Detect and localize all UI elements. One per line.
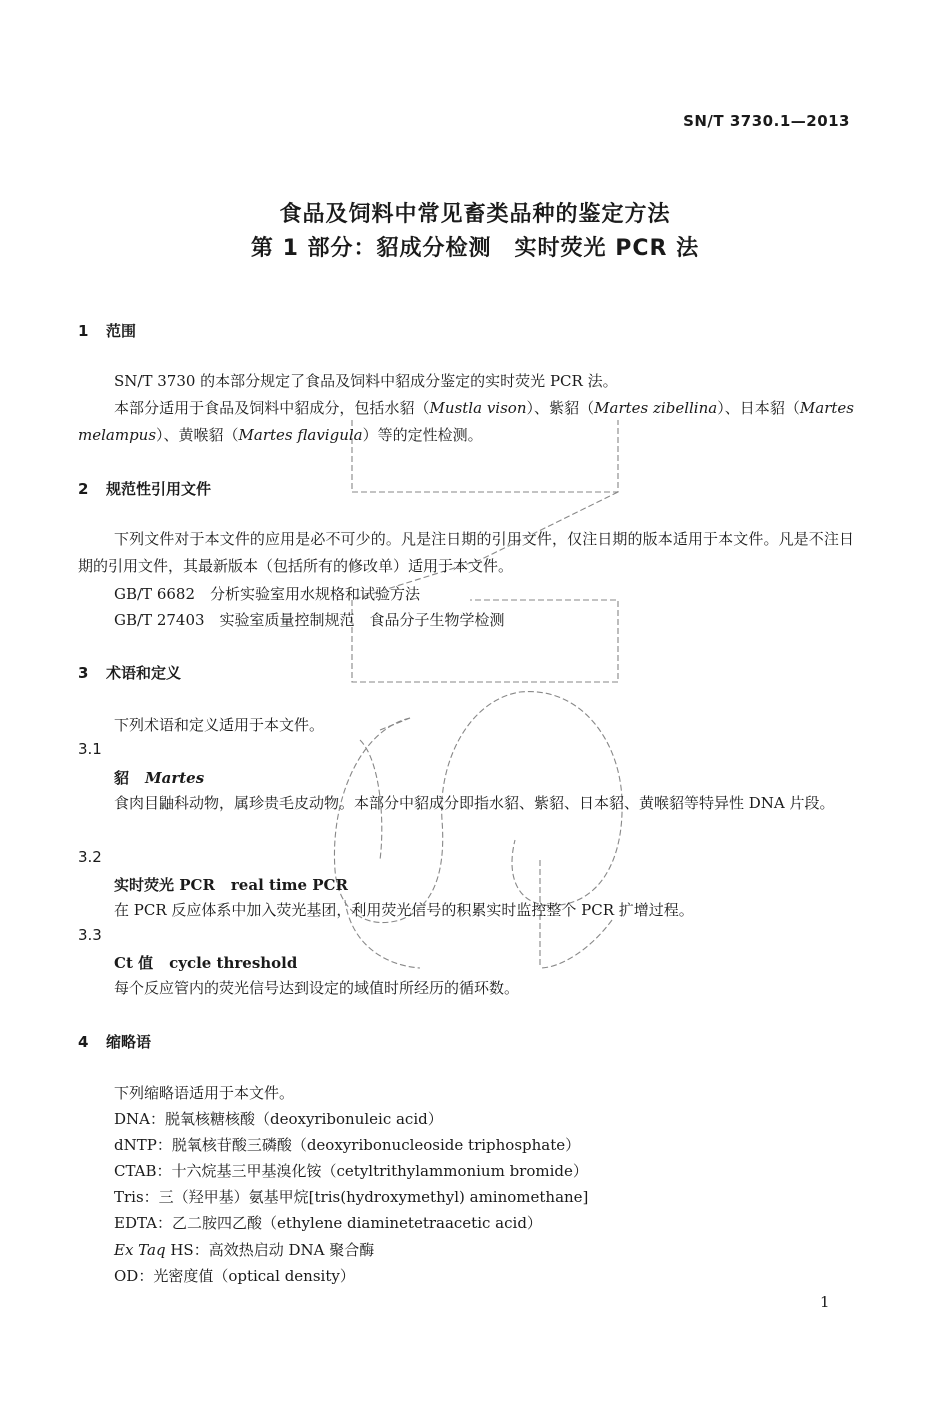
section-3-number: 3 <box>78 664 89 682</box>
section-3-heading <box>78 662 181 683</box>
section-4-intro: 下列缩略语适用于本文件。 <box>114 1084 295 1102</box>
term-3-3 <box>114 952 297 973</box>
section-4-heading <box>78 1031 151 1052</box>
abbr-dntp: dNTP：脱氧核苷酸三磷酸（deoxyribonucleoside triphosphate） <box>114 1136 581 1154</box>
term-3-3-cn: Ct 值 <box>114 954 154 972</box>
abbr-tris: Tris：三（羟甲基）氨基甲烷[tris(hydroxymethyl) aminomethane] <box>114 1188 589 1206</box>
term-3-3-definition: 每个反应管内的荧光信号达到设定的域值时所经历的循环数。 <box>114 979 520 997</box>
document-title <box>0 198 950 266</box>
term-3-2-number: 3.2 <box>78 848 102 866</box>
section-1-number: 1 <box>78 322 89 340</box>
term-3-1-en: Martes <box>145 769 205 787</box>
abbr-ex-taq-italic: Ex Taq <box>114 1241 166 1259</box>
term-3-1-number: 3.1 <box>78 740 102 758</box>
p2-text-d: ）、黄喉貂（ <box>156 426 239 444</box>
p2-text-e: ）等的定性检测。 <box>362 426 483 444</box>
sci-name-martes-zibellina: Martes zibellina <box>594 399 718 417</box>
abbr-ex-taq-rest: HS：高效热启动 DNA 聚合酶 <box>165 1241 375 1259</box>
sci-name-martes-flavigula: Martes flavigula <box>238 426 363 444</box>
term-3-1-definition: 食肉目鼬科动物，属珍贵毛皮动物。本部分中貂成分即指水貂、紫貂、日本貂、黄喉貂等特异性 DNA 片段。 <box>114 794 835 812</box>
sci-name-mustla-vison: Mustla vison <box>429 399 527 417</box>
term-3-2-definition: 在 PCR 反应体系中加入荧光基团，利用荧光信号的积累实时监控整个 PCR 扩增过程。 <box>114 901 694 919</box>
page-number: 1 <box>820 1293 830 1311</box>
title-line-2: 第 1 部分：貂成分检测 实时荧光 PCR 法 <box>250 236 700 261</box>
section-4-title: 缩略语 <box>106 1033 152 1051</box>
reference-gb-6682: GB/T 6682 分析实验室用水规格和试验方法 <box>114 585 421 603</box>
reference-gb-27403: GB/T 27403 实验室质量控制规范 食品分子生物学检测 <box>114 611 505 629</box>
section-2-heading <box>78 478 211 499</box>
section-1-paragraph-2 <box>78 395 854 449</box>
term-3-3-en: cycle threshold <box>169 954 298 972</box>
term-3-1 <box>114 767 204 788</box>
term-3-2 <box>114 874 348 895</box>
p2-text-b: ）、紫貂（ <box>526 399 595 417</box>
standard-code: SN/T 3730.1—2013 <box>683 112 850 130</box>
term-3-2-en: real time PCR <box>230 876 348 894</box>
abbr-od: OD：光密度值（optical density） <box>114 1267 355 1285</box>
abbr-ctab: CTAB：十六烷基三甲基溴化铵（cetyltrithylammonium bromide） <box>114 1162 588 1180</box>
section-1-title: 范围 <box>106 322 137 340</box>
term-3-1-cn: 貂 <box>114 769 130 787</box>
section-2-number: 2 <box>78 480 89 498</box>
section-4-number: 4 <box>78 1033 89 1051</box>
section-2-title: 规范性引用文件 <box>106 480 212 498</box>
abbr-edta: EDTA：乙二胺四乙酸（ethylene diaminetetraacetic acid） <box>114 1214 542 1232</box>
abbr-dna: DNA：脱氧核糖核酸（deoxyribonuleic acid） <box>114 1110 443 1128</box>
title-line-1: 食品及饲料中常见畜类品种的鉴定方法 <box>279 202 671 227</box>
section-1-paragraph-1: SN/T 3730 的本部分规定了食品及饲料中貂成分鉴定的实时荧光 PCR 法。 <box>114 372 618 390</box>
section-1-heading <box>78 320 136 341</box>
section-2-paragraph-1: 下列文件对于本文件的应用是必不可少的。凡是注日期的引用文件，仅注日期的版本适用于本文件。凡是不注日期的引用文件，其最新版本（包括所有的修改单）适用于本文件。 <box>78 530 854 575</box>
p2-text-a: 本部分适用于食品及饲料中貂成分，包括水貂（ <box>114 399 430 417</box>
sci-name-martes-melampus: Martes melampus <box>78 399 854 444</box>
section-3-title: 术语和定义 <box>106 664 182 682</box>
term-3-3-number: 3.3 <box>78 926 102 944</box>
abbr-ex-taq <box>114 1239 374 1260</box>
section-3-intro: 下列术语和定义适用于本文件。 <box>114 716 325 734</box>
p2-text-c: ）、日本貂（ <box>717 399 800 417</box>
term-3-2-cn: 实时荧光 PCR <box>114 876 215 894</box>
